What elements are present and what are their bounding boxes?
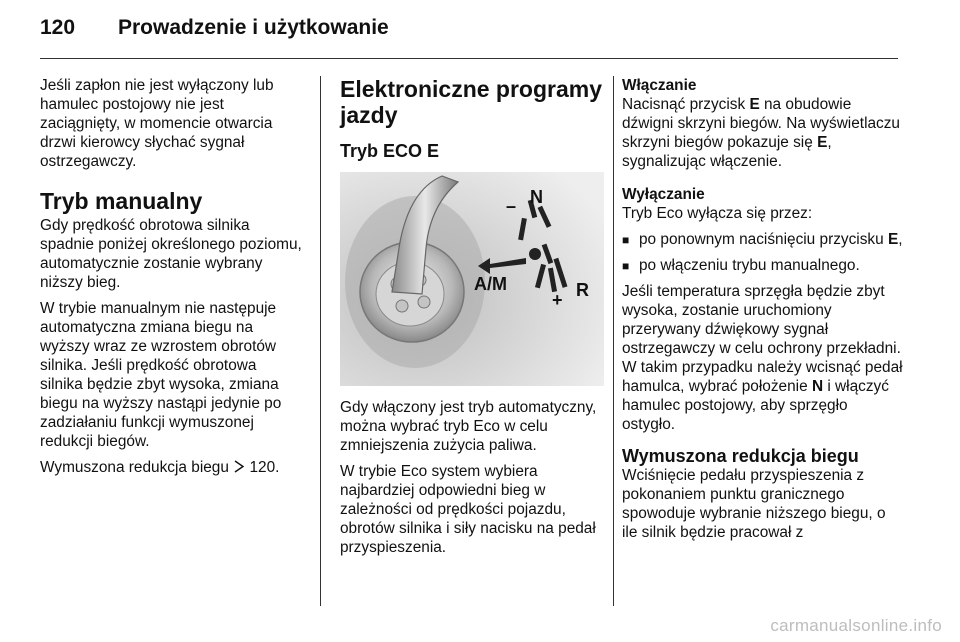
activation-e-symbol-2: E	[817, 134, 828, 151]
kickdown-reference-page[interactable]: 120.	[249, 459, 280, 476]
bullet-icon: ■	[622, 259, 630, 273]
bullet-icon: ■	[622, 233, 630, 247]
label-minus: –	[506, 196, 517, 216]
deactivation-block	[622, 185, 904, 276]
arrow-ref-icon[interactable]	[233, 459, 249, 476]
header-divider	[40, 58, 898, 59]
bullet1-text: po ponownym naciśnięciu przycisku	[639, 231, 884, 248]
activation-text-a: Nacisnąć przycisk	[622, 96, 746, 113]
activation-text-c: , sygnalizując włączenie.	[622, 134, 832, 170]
page-number: 120	[40, 16, 76, 39]
section-title: Prowadzenie i użytkowanie	[118, 16, 389, 39]
kickdown-paragraph: Wciśnięcie pedału przyspieszenia z pokonaniem punktu granicznego spowoduje wybranie niższego biegu, o ile silnik będzie pracował z	[622, 467, 886, 541]
intro-paragraph: Jeśli zapłon nie jest wyłączony lub hamulec postojowy nie jest zaciągnięty, w momencie otwarcia drzwi kierowcy słychać sygnał ostrzegawczy.	[40, 77, 274, 170]
temp-text-b: i włączyć hamulec postojowy, aby sprzęgło ostygło.	[622, 378, 889, 433]
temp-n-symbol: N	[811, 378, 824, 395]
column-middle	[340, 76, 604, 564]
deactivation-heading: Wyłączanie	[622, 186, 705, 203]
eco-mode-paragraph-1: Gdy włączony jest tryb automatyczny, można wybrać tryb Eco w celu zmniejszenia zużycia paliwa.	[340, 399, 597, 454]
bullet1-comma: ,	[898, 231, 903, 248]
watermark: carmanualsonline.info	[770, 616, 942, 635]
manual-mode-heading: Tryb manualny	[40, 188, 203, 214]
temp-text-a: Jeśli temperatura sprzęgła będzie zbyt wysoka, zostanie uruchomiony przerywany dźwiękowy sygnał ostrzegawczy w celu ochrony przekładni. W takim przypadku należy wcisnąć pedał hamulca, wybrać położenie	[622, 283, 903, 395]
gear-selector-figure	[340, 172, 604, 386]
manual-mode-paragraph-1: Gdy prędkość obrotowa silnika spadnie poniżej określonego poziomu, automatycznie zostanie wybrany niższy bieg.	[40, 217, 302, 291]
eco-mode-subheading: Tryb ECO E	[340, 141, 440, 161]
activation-text-b: na obudowie dźwigni skrzyni biegów. Na wyświetlaczu skrzyni biegów pokazuje się	[622, 96, 900, 151]
column-right	[622, 76, 904, 549]
list-item	[622, 256, 904, 276]
label-plus: +	[552, 290, 563, 310]
page-header	[40, 16, 389, 46]
activation-block	[622, 76, 904, 171]
kickdown-reference-text: Wymuszona redukcja biegu	[40, 459, 229, 476]
clutch-temperature-paragraph	[622, 282, 904, 434]
bullet1-e-symbol: E	[887, 231, 899, 248]
column-divider-1	[320, 76, 321, 606]
manual-mode-paragraph-2: W trybie manualnym nie następuje automatyczna zmiana biegu na wyższy wraz ze wzrostem obrotów silnika. Jeśli prędkość obrotowa silnika będzie zbyt wysoka, zmiana biegu na wyższy nastąpi jedynie po zadziałaniu funkcji wymuszonej redukcji biegów.	[40, 300, 282, 450]
column-left	[40, 76, 302, 484]
driving-programs-heading: Elektroniczne programy jazdy	[340, 76, 603, 128]
list-item-text: po włączeniu trybu manualnego.	[639, 257, 860, 274]
activation-text	[622, 95, 904, 171]
kickdown-reference	[40, 458, 302, 477]
eco-mode-paragraph-2: W trybie Eco system wybiera najbardziej odpowiedni bieg w zależności od prędkości pojazdu, obrotów silnika i siły nacisku na pedał przyspieszenia.	[340, 463, 596, 556]
activation-e-symbol: E	[749, 96, 760, 113]
list-item	[622, 230, 904, 250]
kickdown-heading: Wymuszona redukcja biegu	[622, 446, 859, 466]
label-am: A/M	[474, 274, 507, 294]
deactivation-intro: Tryb Eco wyłącza się przez:	[622, 205, 813, 222]
list-item-text	[639, 230, 903, 250]
label-r: R	[576, 280, 589, 300]
label-n: N	[530, 187, 543, 207]
activation-heading: Włączanie	[622, 77, 697, 94]
column-divider-2	[613, 76, 614, 606]
